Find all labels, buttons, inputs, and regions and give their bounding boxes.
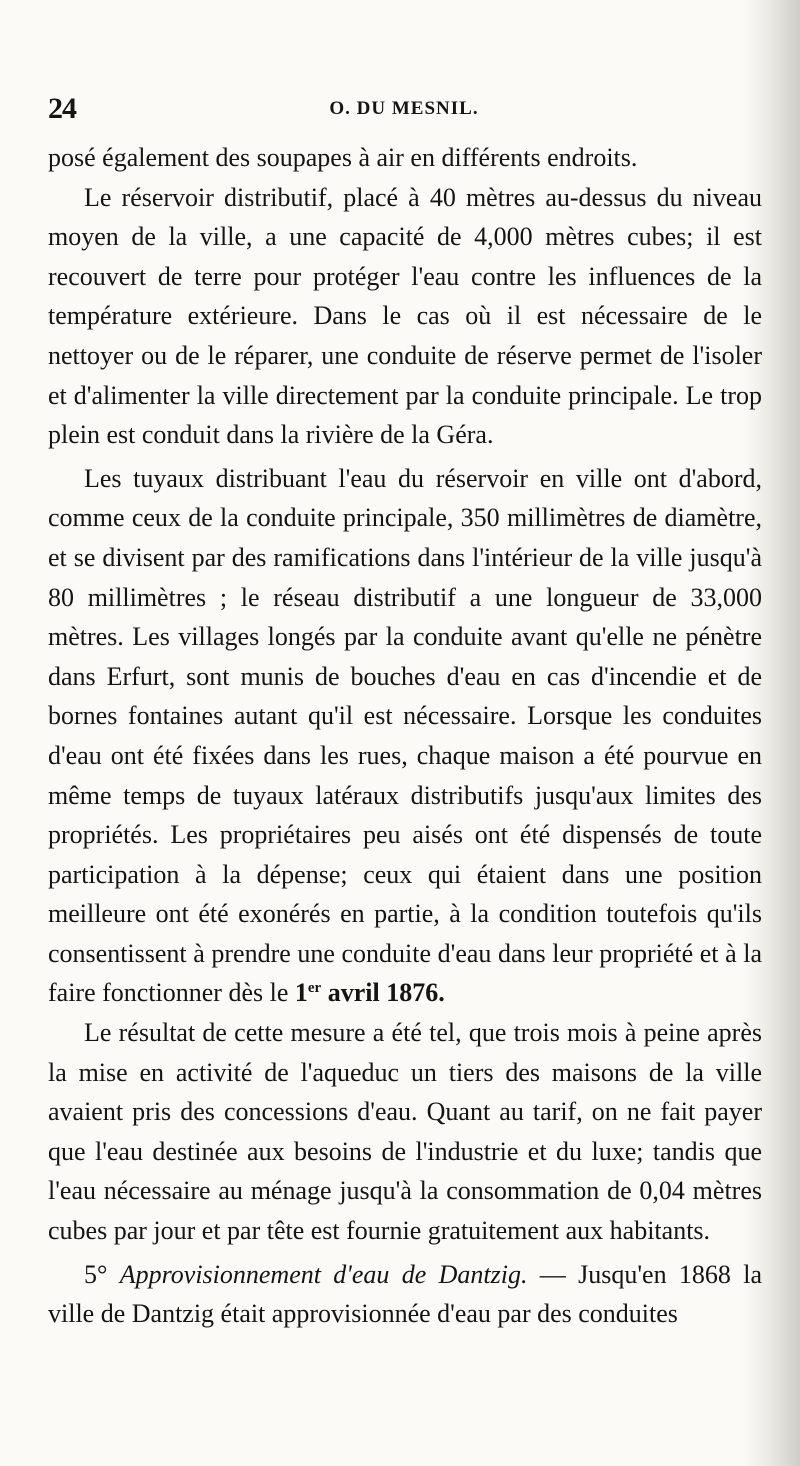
paragraph — [48, 1013, 762, 1251]
paragraph-text: — Jusqu'en 1868 la ville de Dantzig était approvisionnée d'eau par des conduites — [48, 1259, 763, 1329]
section-title: Approvisionnement d'eau de Dantzig. — [119, 1259, 528, 1289]
paragraph — [48, 178, 762, 455]
body-text — [48, 138, 762, 1334]
date-rest: avril 1876. — [327, 978, 445, 1008]
paragraph-text: Le réservoir distributif, placé à 40 mètres au-dessus du niveau moyen de la ville, a une capacité de 4,000 mètres cubes; il est recouvert de terre pour protéger l'eau contre les influences de la température extérieure. Dans le cas où il est nécessaire de le nettoyer ou de le réparer, une conduite de réserve permet de l'isoler et d'alimenter la ville directement par la conduite principale. Le trop plein est conduit dans la rivière de la Géra. — [48, 182, 762, 450]
page-header — [48, 92, 760, 132]
paragraph-text: Les tuyaux distribuant l'eau du réservoir en ville ont d'abord, comme ceux de la conduite principale, 350 millimètres de diamètre, et se divisent par des ramifications dans l'intérieur de la ville jusqu'à 80 millimètres ; le réseau distributif a une longueur de 33,000 mètres. Les villages longés par la conduite avant qu'elle ne pénètre dans Erfurt, sont munis de bouches d'eau en cas d'incendie et de bornes fontaines autant qu'il est nécessaire. Lorsque les conduites d'eau ont été fixées dans les rues, chaque maison a été pourvue en même temps de tuyaux latéraux distributifs jusqu'aux limites des propriétés. Les propriétaires peu aisés ont été dispensés de toute participation à la dépense; ceux qui étaient dans une position meilleure ont été exonérés en partie, à la condition toutefois qu'ils consentissent à prendre une conduite d'eau dans leur propriété et à la faire fonctionner dès le — [48, 463, 762, 1008]
running-head: O. DU MESNIL. — [329, 98, 479, 119]
date-number: 1 — [294, 978, 308, 1008]
page-number: 24 — [48, 92, 76, 125]
paragraph — [48, 459, 762, 1013]
paragraph — [48, 138, 762, 178]
paragraph-text: Le résultat de cette mesure a été tel, que trois mois à peine après la mise en activité de l'aqueduc un tiers des maisons de la ville avaient pris des concessions d'eau. Quant au tarif, on ne fait payer que l'eau destinée aux besoins de l'industrie et du luxe; tandis que l'eau nécessaire au ménage jusqu'à la consommation de 0,04 mètres cubes par jour et par tête est fournie gratuitement aux habitants. — [48, 1018, 762, 1246]
paragraph-text: posé également des soupapes à air en différents endroits. — [48, 143, 638, 172]
section-number: 5° — [84, 1259, 108, 1289]
date-superscript: er — [307, 980, 322, 997]
section-paragraph — [48, 1255, 762, 1334]
